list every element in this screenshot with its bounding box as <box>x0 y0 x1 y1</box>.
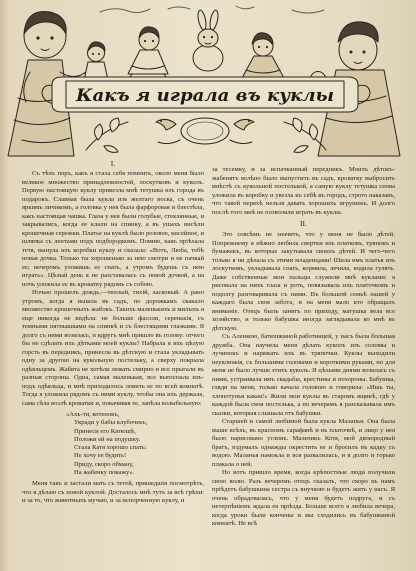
right-column <box>212 166 395 552</box>
poem-line: Стала Катя хорошо спать: <box>74 444 147 452</box>
paragraph-continuation: за тесемку, и за испачканный передникъ. Моихъ дѣтокъ-жабенятъ велѣно было выпустить въ садъ, кроватку выбросить вмѣстѣ съ кукольной постелькой, а самую куклу тетушка снова уложила въ коробку и увезла къ себѣ въ городъ, строго наказавъ, что такой неряхѣ нельзя давать хорошихъ игрушекъ. И долго послѣ того мнѣ не позволяли играть въ куклы. <box>212 166 395 216</box>
poem-line: Положи ей на подушку. <box>74 435 141 443</box>
leaf-ornament-left-icon <box>86 118 128 152</box>
section-numeral-i: I. <box>110 159 116 168</box>
paragraph: Съ Аленкою, батюшкиной работницей, у насъ была большая дружба. Она научила меня дѣлать куколъ изъ соломы и лучинокъ и наряжать ихъ въ тряпочки. Куклы выходили неуклюжія, съ большими головами и короткими руками, но для меня не было лучше этихъ куколъ. Я цѣлыми днями возилась съ ними, устраивала имъ свадьбы, крестины и похороны. Бабушка, глядя на меня, только качала головою и говорила: «Ишь ты, хлопотунья какая!» Жили мои куклы въ старомъ ящикѣ, гдѣ у каждой была своя постелька, а по вечерамъ я разсказывала имъ сказки, которыя слышала отъ бабушки. <box>212 333 395 417</box>
poem-line: Принеси его Катюшѣ, <box>74 427 136 435</box>
left-column <box>22 159 204 552</box>
section-numeral-ii: II. <box>300 219 307 228</box>
poem-line: На жабенку покажу». <box>74 469 135 477</box>
paragraph: Старшей и самой любимой была кукла Маланья. Она была выше всѣхъ, въ красномъ сарафанѣ и въ платочкѣ, и лицо у нея было нарисовано углемъ. Мальчикъ Котя, мой двоюродный братъ, вздумалъ однажды окрестить ее и бросилъ въ кадку съ водою. Маланья намокла и вся развалилась, и я долго и горько плакала о ней. <box>212 418 395 468</box>
poem-line: «Ахъ-ти, котенокъ, <box>66 411 120 418</box>
paragraph: Ночью прошелъ дождь,—теплый, тихій, ласковый. А рано утромъ, когда я вышла въ садъ, по дорожкамъ скакало множество крошечныхъ жабокъ. Такихъ маленькихъ и милыхъ я еще никогда не видѣла: не больше фасоли, серенькія, съ темными пятнышками на спинкѣ и съ блестящими глазками. Я долго съ ними возилась, и вдругъ мнѣ пришло въ голову: отчего бы не сдѣлать ихъ дѣтками моей куклы? Набрала я ихъ цѣлую горсть въ передникъ, принесла въ дѣтскую и стала укладывать одну за другою на кукольную постельку, а сверху покрыла одѣяльцемъ. Жабята не хотѣли лежать смирно и все прыгали въ разныя стороны. Одна, самая маленькая, все выползала изъ-подъ одѣяльца, и мнѣ приходилось ловить ее по всей комнатѣ. Тогда я уложила рядомъ съ ними куклу, чтобы она ихъ держала, сама сѣла возлѣ кроватки и, покачивая ее, запѣла колыбельную: <box>22 289 204 407</box>
lullaby-poem <box>66 411 204 477</box>
header-illustration <box>0 0 416 158</box>
bird-wreath-ornament-icon <box>156 118 254 144</box>
poem-line: Укради у бабы клубочекъ, <box>74 419 148 427</box>
paragraph: Меня такъ и застали мать съ тетей, пришедшія посмотрѣть, что я дѣлаю съ новой куклой. Досталось мнѣ тутъ за всѣ грѣхи: и за то, что животныхъ мучаю, и за испорченную куклу, и <box>22 480 204 505</box>
top-sketch-strip <box>100 6 324 13</box>
paragraph: Но вотъ пришло время, когда крѣпостные люди получили свою волю. Разъ вечеромъ отецъ сказалъ, что скоро къ намъ пріѣдетъ бабушкина сестра съ внучкою и будетъ жить у насъ. Я очень обрадовалась, что у меня будетъ подруга, и съ нетерпѣніемъ ждала ея пріѣзда. Больше всего я любила вечера, когда уроки были кончены и мы сходились въ бабушкиной комнатѣ. Не всѣ <box>212 469 395 527</box>
toy-rabbit-icon <box>193 9 223 71</box>
seated-doll-icon <box>128 27 168 80</box>
title-banner <box>42 77 370 112</box>
paragraph: Это совсѣмъ не значитъ, что у меня не было дѣтей. Попрежнему я нѣжно любила свертки изъ платковъ, тряпокъ и бумажекъ, въ которые закутывала своихъ дѣтей. И чего-чего только я ни дѣлала съ этими младенцами! Шила имъ платья изъ лоскутковъ, укладывала спать, кормила, лечила, водила гулять. Даже собственные мои пальцы служили мнѣ куклами: я рисовала на нихъ глаза и ротъ, повязывала ихъ платочкомъ и подолгу разговаривала съ ними. Въ большой семьѣ нашей у каждаго была своя забота, и на меня мало кто обращалъ вниманіе. Отецъ былъ занятъ по приходу, матушка вела все хозяйство, и только бабушка иногда заглядывала ко мнѣ въ дѣтскую. <box>212 231 395 332</box>
poem-line: Приду, скоро обману, <box>74 460 134 468</box>
seated-doll-icon-2 <box>242 33 284 78</box>
paragraph: Съ тѣхъ поръ, какъ я стала себя помнить, около меня было великое множество принадлежностей, лоскутковъ и куколъ. Первую настоящую куклу привезла мнѣ тетушка изъ города въ подарокъ. Славная была кукла изъ желтаго воска, съ очень яркимъ личикомъ, а головка у нея была фарфоровая и блестѣла, какъ настоящая чашка. Глаза у нея были голубые, стеклянные, и закрывались, когда ее клали на спинку, а въ ушахъ висѣли крошечныя сережки. Платье на куклѣ было розовое, кисейное, и шляпка съ лентами подъ подбородкомъ. Помню, какъ пріѣхала тетя, вынула изъ коробки куклу и сказала: «Вотъ, Люба, тебѣ новая дочка. Только ты хорошенько за нею смотри и не пачкай ее; вечеромъ уложишь ее спать, а утромъ будешь съ нею играть». Цѣлый день я не разставалась съ новой дочкой, а на ночь уложила ее въ кроватку рядомъ съ собою. <box>22 170 204 288</box>
page-title: Какъ я играла въ куклы <box>74 86 334 106</box>
poem-line: Не хочу ее будить! <box>74 452 127 460</box>
